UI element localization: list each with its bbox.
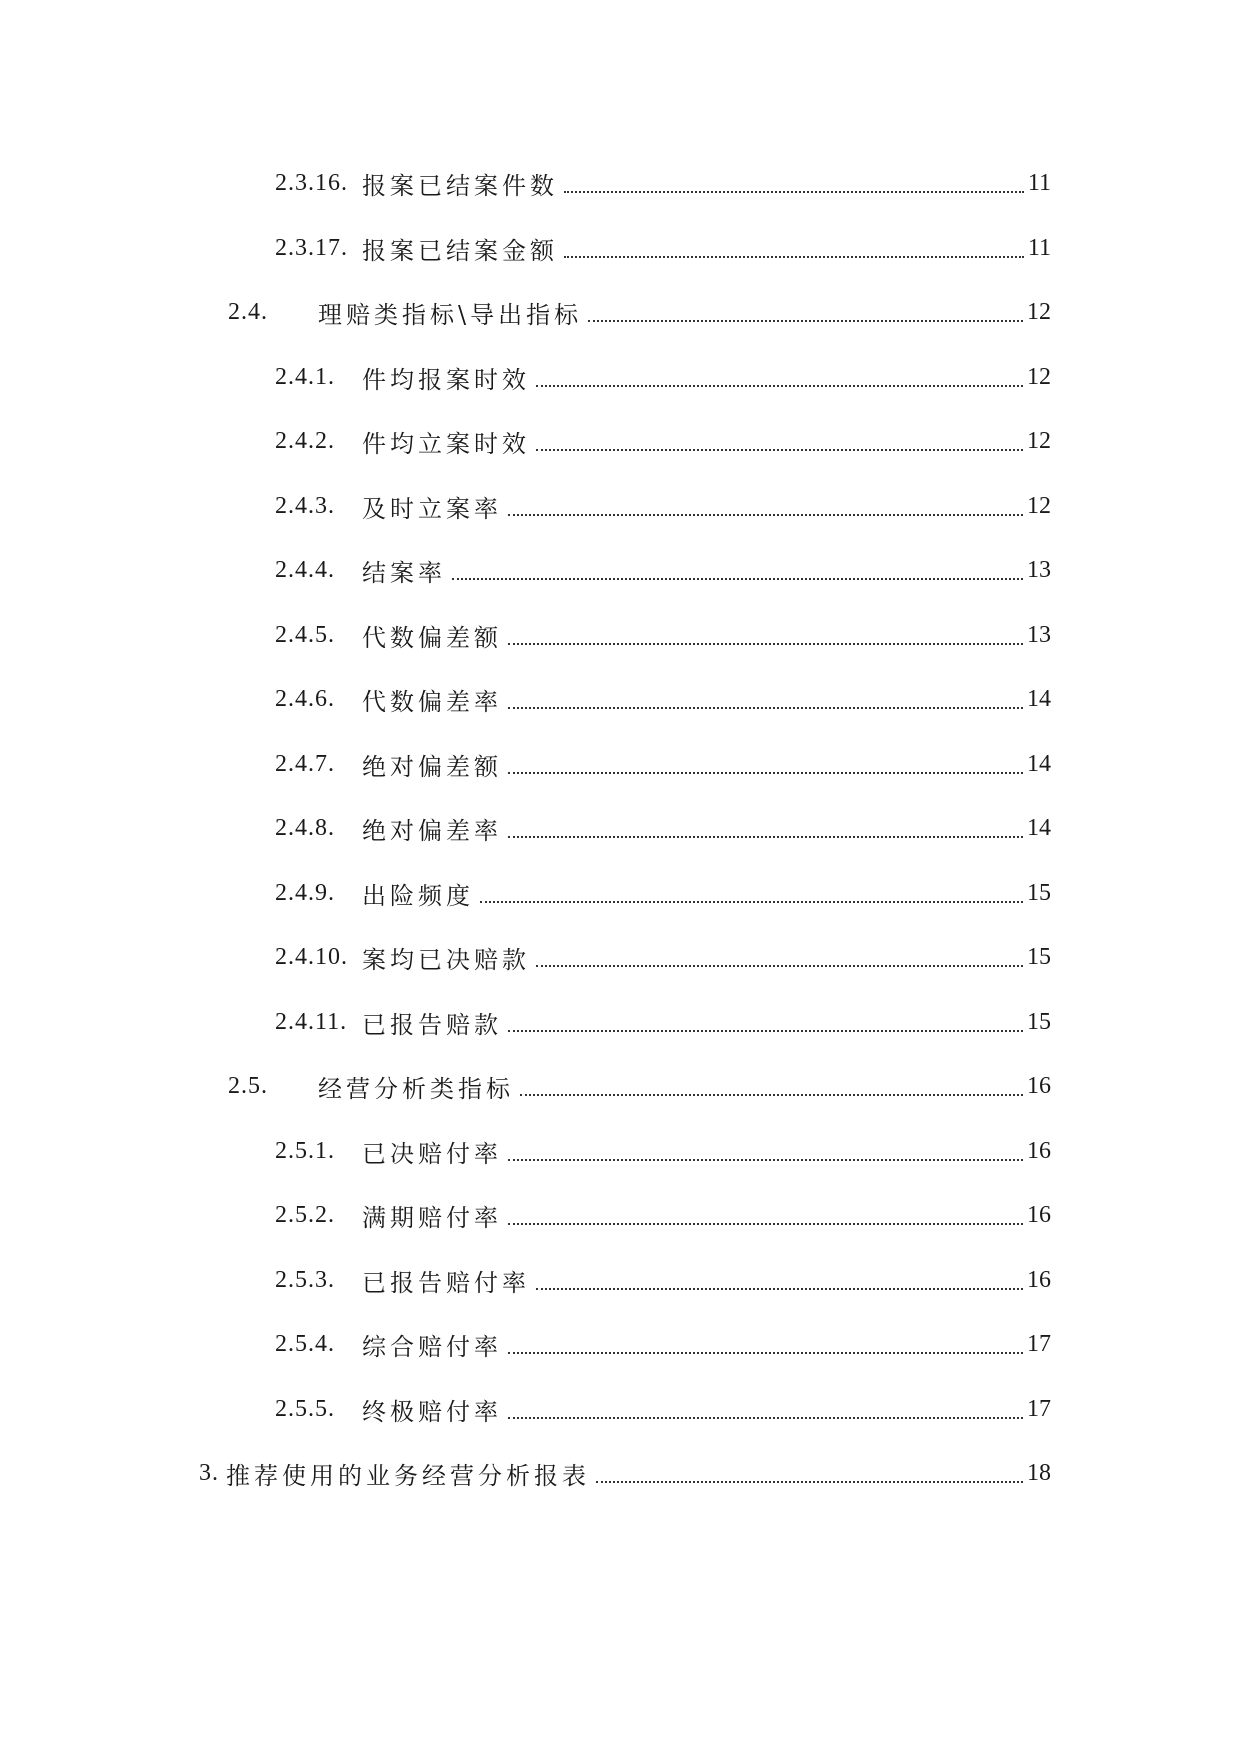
toc-entry-title: 代数偏差率 — [362, 687, 502, 716]
toc-entry-title: 推荐使用的业务经营分析报表 — [226, 1461, 590, 1490]
toc-entry[interactable] — [275, 1324, 1051, 1364]
toc-entry-title: 绝对偏差额 — [362, 752, 502, 781]
toc-entry-number: 2.4.1. — [275, 363, 335, 390]
toc-entry-page: 13 — [1027, 556, 1051, 583]
dot-leader — [564, 171, 1024, 195]
toc-entry-title: 满期赔付率 — [362, 1203, 502, 1232]
toc-entry[interactable] — [275, 873, 1051, 913]
toc-entry-title: 件均报案时效 — [362, 365, 530, 394]
dot-leader — [508, 752, 1023, 776]
toc-entry-page: 18 — [1027, 1459, 1051, 1486]
dot-leader — [508, 1139, 1023, 1163]
dot-leader — [508, 494, 1023, 518]
dot-leader — [508, 1397, 1023, 1421]
toc-entry-title: 理赔类指标\导出指标 — [318, 300, 583, 329]
toc-entry[interactable] — [275, 937, 1051, 977]
toc-entry-page: 17 — [1027, 1395, 1051, 1422]
toc-entry-page: 16 — [1027, 1137, 1051, 1164]
toc-entry-title: 及时立案率 — [362, 494, 502, 523]
toc-entry-number: 3. — [199, 1459, 226, 1486]
toc-entry-number: 2.4.9. — [275, 879, 335, 906]
toc-entry-number: 2.4.11. — [275, 1008, 348, 1035]
toc-entry-title: 已报告赔款 — [362, 1010, 502, 1039]
toc-entry-title: 经营分析类指标 — [318, 1074, 514, 1103]
toc-entry-page: 14 — [1027, 814, 1051, 841]
toc-entry[interactable] — [228, 1066, 1051, 1106]
dot-leader — [508, 1332, 1023, 1356]
toc-entry[interactable] — [275, 486, 1051, 526]
toc-entry-page: 14 — [1027, 750, 1051, 777]
toc-entry-page: 11 — [1027, 169, 1051, 196]
toc-entry[interactable] — [275, 1002, 1051, 1042]
toc-entry-title: 终极赔付率 — [362, 1397, 502, 1426]
toc-entry-page: 16 — [1027, 1266, 1051, 1293]
toc-entry-number: 2.4.6. — [275, 685, 335, 712]
toc-entry[interactable] — [275, 421, 1051, 461]
toc-entry[interactable] — [275, 1131, 1051, 1171]
toc-entry-page: 16 — [1027, 1072, 1051, 1099]
toc-entry-title: 出险频度 — [362, 881, 474, 910]
toc-entry-page: 17 — [1027, 1330, 1051, 1357]
toc-entry[interactable] — [275, 1195, 1051, 1235]
toc-entry[interactable] — [275, 163, 1051, 203]
toc-entry-number: 2.5.2. — [275, 1201, 335, 1228]
dot-leader — [536, 945, 1023, 969]
toc-entry-number: 2.5.1. — [275, 1137, 335, 1164]
dot-leader — [508, 816, 1023, 840]
toc-entry-number: 2.5.3. — [275, 1266, 335, 1293]
dot-leader — [508, 623, 1023, 647]
toc-entry-title: 已报告赔付率 — [362, 1268, 530, 1297]
toc-entry-number: 2.3.16. — [275, 169, 348, 196]
toc-entry-title: 案均已决赔款 — [362, 945, 530, 974]
toc-entry-title: 代数偏差额 — [362, 623, 502, 652]
toc-entry-page: 11 — [1027, 234, 1051, 261]
toc-entry-page: 15 — [1027, 879, 1051, 906]
toc-entry-title: 综合赔付率 — [362, 1332, 502, 1361]
toc-entry-number: 2.4.3. — [275, 492, 335, 519]
toc-entry-page: 12 — [1027, 363, 1051, 390]
toc-entry[interactable] — [275, 1389, 1051, 1429]
toc-entry-page: 12 — [1027, 298, 1051, 325]
toc-entry-page: 12 — [1027, 427, 1051, 454]
toc-entry[interactable] — [275, 357, 1051, 397]
toc-entry-number: 2.5.5. — [275, 1395, 335, 1422]
dot-leader — [508, 1203, 1023, 1227]
dot-leader — [480, 881, 1023, 905]
toc-entry[interactable] — [275, 550, 1051, 590]
toc-entry-page: 15 — [1027, 943, 1051, 970]
dot-leader — [596, 1461, 1023, 1485]
toc-entry-page: 16 — [1027, 1201, 1051, 1228]
toc-entry[interactable] — [275, 228, 1051, 268]
toc-entry-number: 2.3.17. — [275, 234, 348, 261]
dot-leader — [564, 236, 1024, 260]
toc-entry[interactable] — [228, 292, 1051, 332]
toc-entry-number: 2.4. — [228, 298, 268, 325]
toc-entry-number: 2.4.2. — [275, 427, 335, 454]
dot-leader — [452, 558, 1023, 582]
dot-leader — [536, 1268, 1023, 1292]
dot-leader — [536, 365, 1023, 389]
dot-leader — [536, 429, 1023, 453]
toc-entry-number: 2.4.7. — [275, 750, 335, 777]
toc-entry-title: 绝对偏差率 — [362, 816, 502, 845]
dot-leader — [520, 1074, 1023, 1098]
toc-entry-title: 报案已结案金额 — [362, 236, 558, 265]
dot-leader — [508, 1010, 1023, 1034]
toc-entry[interactable] — [199, 1453, 1051, 1493]
toc-entry-title: 件均立案时效 — [362, 429, 530, 458]
toc-entry[interactable] — [275, 744, 1051, 784]
toc-entry-page: 12 — [1027, 492, 1051, 519]
toc-entry-number: 2.4.5. — [275, 621, 335, 648]
toc-entry-number: 2.4.4. — [275, 556, 335, 583]
toc-entry[interactable] — [275, 1260, 1051, 1300]
toc-entry[interactable] — [275, 615, 1051, 655]
toc-entry-number: 2.4.10. — [275, 943, 348, 970]
dot-leader — [588, 300, 1023, 324]
toc-entry-title: 已决赔付率 — [362, 1139, 502, 1168]
toc-entry-number: 2.5. — [228, 1072, 268, 1099]
toc-entry-number: 2.4.8. — [275, 814, 335, 841]
toc-entry-page: 15 — [1027, 1008, 1051, 1035]
toc-entry[interactable] — [275, 808, 1051, 848]
toc-entry-title: 结案率 — [362, 558, 446, 587]
toc-entry-number: 2.5.4. — [275, 1330, 335, 1357]
toc-entry-page: 13 — [1027, 621, 1051, 648]
toc-entry-page: 14 — [1027, 685, 1051, 712]
dot-leader — [508, 687, 1023, 711]
toc-entry-title: 报案已结案件数 — [362, 171, 558, 200]
toc-entry[interactable] — [275, 679, 1051, 719]
